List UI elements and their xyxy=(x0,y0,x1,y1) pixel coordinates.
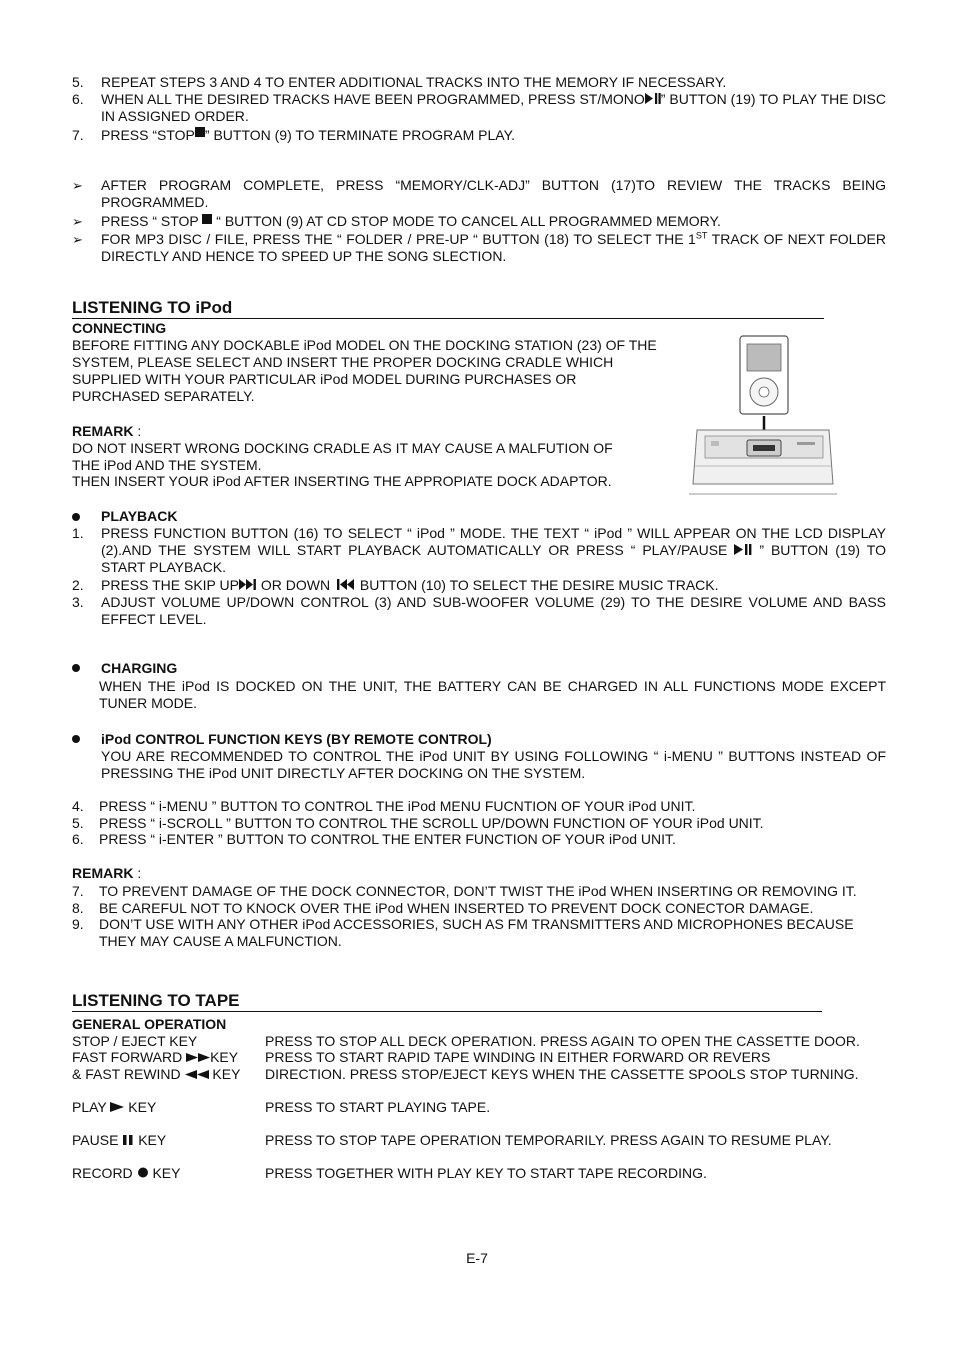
arrow-bullet-icon: ➢ xyxy=(72,178,83,193)
skip-next-icon xyxy=(239,579,257,590)
bullet-icon xyxy=(72,664,80,672)
play-pause-icon xyxy=(645,93,661,104)
connecting-text: BEFORE FITTING ANY DOCKABLE iPod MODEL ON THE DOCKING STATION (23) OF THE SYSTEM, PLEASE SELECT AND INSERT THE PROPER DOCKING CRADLE WHICH SUPPLIED WITH YOUR PARTICULAR iPod MODEL DURING PURCHASES OR PURCHASED SEPARATELY. xyxy=(72,337,657,404)
stop-icon xyxy=(195,127,205,137)
control-text: YOU ARE RECOMMENDED TO CONTROL THE iPod UNIT BY USING FOLLOWING “ i-MENU ” BUTTONS INSTEAD OF PRESSING THE iPod UNIT DIRECTLY AFTER DOCKING ON THE SYSTEM. xyxy=(101,748,886,781)
connecting-title: CONNECTING xyxy=(72,320,167,336)
remark-text-2: THEN INSERT YOUR iPod AFTER INSERTING THE APPROPIATE DOCK ADAPTOR. xyxy=(72,473,612,489)
bullet-icon xyxy=(72,735,80,743)
stop-eject-key-label: STOP / EJECT KEY xyxy=(72,1033,198,1049)
page-number: E-7 xyxy=(466,1250,488,1266)
record-icon xyxy=(137,1167,149,1178)
fast-rewind-icon xyxy=(185,1070,209,1079)
pause-icon xyxy=(122,1135,134,1145)
stop-icon xyxy=(202,214,212,224)
playback-title: PLAYBACK xyxy=(101,508,178,524)
section-title-ipod: LISTENING TO iPod xyxy=(72,298,824,319)
play-pause-icon xyxy=(734,544,752,555)
section-title-tape: LISTENING TO TAPE xyxy=(72,991,822,1012)
ipod-dock-illustration xyxy=(687,334,839,498)
fast-forward-icon xyxy=(186,1053,210,1062)
charging-title: CHARGING xyxy=(101,660,178,676)
arrow-bullet-icon: ➢ xyxy=(72,232,83,247)
general-operation-title: GENERAL OPERATION xyxy=(72,1016,227,1032)
charging-text: WHEN THE iPod IS DOCKED ON THE UNIT, THE BATTERY CAN BE CHARGED IN ALL FUNCTIONS MODE EXCEPT TUNER MODE. xyxy=(99,678,886,711)
remark-heading: REMARK : xyxy=(72,423,142,439)
skip-previous-icon xyxy=(334,579,356,590)
arrow-bullet-icon: ➢ xyxy=(72,214,83,229)
control-title: iPod CONTROL FUNCTION KEYS (BY REMOTE CONTROL) xyxy=(101,731,492,747)
remark-heading-2: REMARK : xyxy=(72,865,142,881)
remark-text-1: DO NOT INSERT WRONG DOCKING CRADLE AS IT MAY CAUSE A MALFUTION OF THE iPod AND THE SYSTEM. xyxy=(72,440,613,473)
bullet-icon xyxy=(72,513,80,521)
play-icon xyxy=(110,1102,124,1112)
